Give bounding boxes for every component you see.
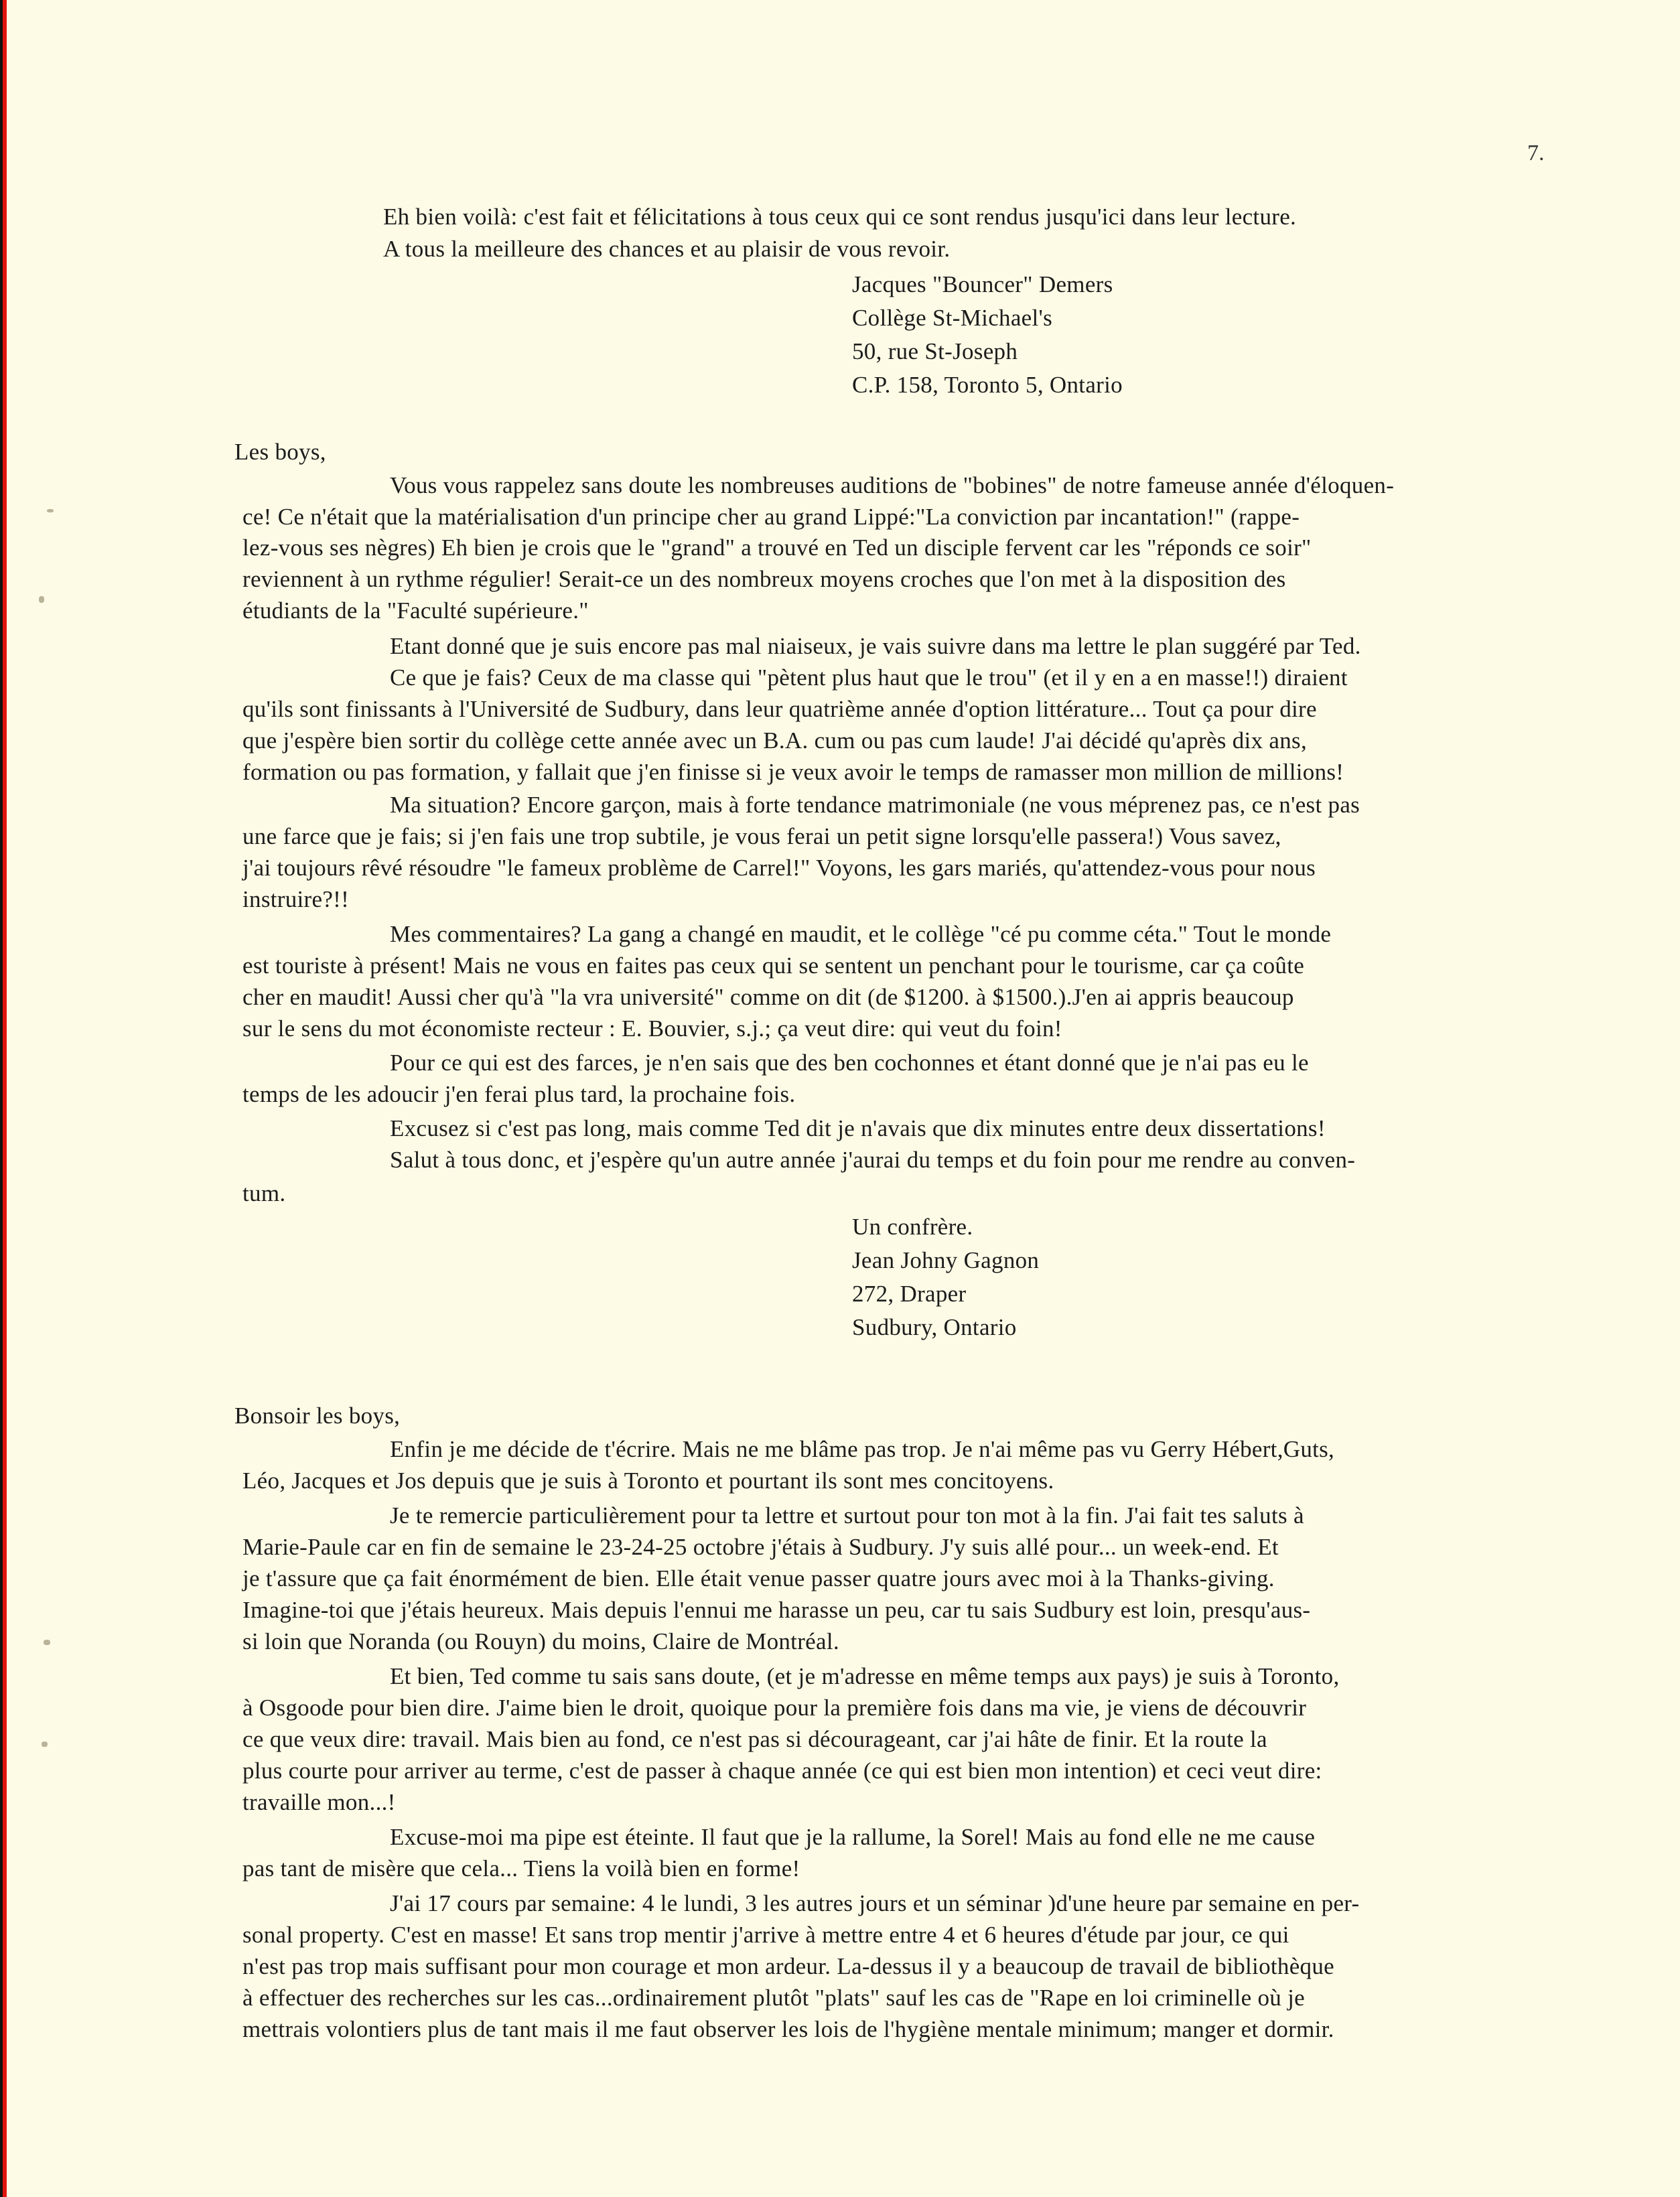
letter2-line: sur le sens du mot économiste recteur : E. Bouvier, s.j.; ça veut dire: qui veut du foin! bbox=[242, 1015, 1062, 1042]
letter2-line: que j'espère bien sortir du collège cette année avec un B.A. cum ou pas cum laude! J'ai décidé qu'après dix ans, bbox=[242, 727, 1308, 754]
letter2-line: j'ai toujours rêvé résoudre "le fameux problème de Carrel!" Voyons, les gars mariés, qu'attendez-vous pour nous bbox=[242, 855, 1316, 881]
letter3-line: n'est pas trop mais suffisant pour mon courage et mon ardeur. La-dessus il y a beaucoup de travail de bibliothèque bbox=[242, 1953, 1334, 1979]
letter2-line: est touriste à présent! Mais ne vous en faites pas ceux qui se sentent un penchant pour le tourisme, car ça coûte bbox=[242, 952, 1305, 979]
letter3-greeting: Bonsoir les boys, bbox=[234, 1403, 401, 1429]
letter2-line: temps de les adoucir j'en ferai plus tard, la prochaine fois. bbox=[242, 1081, 796, 1107]
letter3-line: si loin que Noranda (ou Rouyn) du moins, Claire de Montréal. bbox=[242, 1628, 839, 1654]
letter3-line: pas tant de misère que cela... Tiens la voilà bien en forme! bbox=[242, 1855, 800, 1882]
letter3-line: je t'assure que ça fait énormément de bien. Elle était venue passer quatre jours avec moi à la Thanks-giving. bbox=[242, 1565, 1275, 1591]
letter2-line: étudiants de la "Faculté supérieure." bbox=[242, 597, 589, 624]
scan-speck bbox=[47, 509, 54, 512]
letter2-line: une farce que je fais; si j'en fais une trop subtile, je vous ferai un petit signe lorsqu'elle passera!) Vous savez, bbox=[242, 823, 1281, 849]
letter3-line: travaille mon...! bbox=[242, 1789, 396, 1815]
letter3-line: Léo, Jacques et Jos depuis que je suis à Toronto et pourtant ils sont mes concitoyens. bbox=[242, 1468, 1054, 1494]
letter3-line: plus courte pour arriver au terme, c'est de passer à chaque année (ce qui est bien mon intention) et ceci veut dire: bbox=[242, 1758, 1322, 1784]
letter3-line: Et bien, Ted comme tu sais sans doute, (et je m'adresse en même temps aux pays) je suis à Toronto, bbox=[390, 1663, 1340, 1689]
letter2-line: ce! Ce n'était que la matérialisation d'un principe cher au grand Lippé:"La conviction par incantation!" (rappe- bbox=[242, 504, 1300, 530]
letter2-line: Salut à tous donc, et j'espère qu'un autre année j'aurai du temps et du foin pour me rendre au conven- bbox=[390, 1147, 1356, 1173]
letter2-line: Etant donné que je suis encore pas mal niaiseux, je vais suivre dans ma lettre le plan suggéré par Ted. bbox=[390, 633, 1361, 659]
letter3-line: à Osgoode pour bien dire. J'aime bien le droit, quoique pour la première fois dans ma vie, je viens de découvrir bbox=[242, 1695, 1307, 1721]
letter2-signature-line: Un confrère. bbox=[852, 1214, 973, 1240]
letter3-line: Imagine-toi que j'étais heureux. Mais depuis l'ennui me harasse un peu, car tu sais Sudbury est loin, presqu'aus- bbox=[242, 1597, 1311, 1623]
letter1-line: Eh bien voilà: c'est fait et félicitations à tous ceux qui ce sont rendus jusqu'ici dans leur lecture. bbox=[383, 204, 1297, 230]
letter2-line: formation ou pas formation, y fallait que j'en finisse si je veux avoir le temps de ramasser mon million de millions! bbox=[242, 759, 1344, 785]
letter1-signature-line: 50, rue St-Joseph bbox=[852, 338, 1018, 364]
letter1-signature-line: Collège St-Michael's bbox=[852, 305, 1053, 331]
letter2-line: Ma situation? Encore garçon, mais à forte tendance matrimoniale (ne vous méprenez pas, ce n'est pas bbox=[390, 792, 1360, 818]
scan-speck bbox=[39, 596, 44, 603]
letter2-line: reviennent à un rythme régulier! Serait-ce un des nombreux moyens croches que l'on met à la disposition des bbox=[242, 566, 1286, 592]
letter3-line: sonal property. C'est en masse! Et sans trop mentir j'arrive à mettre entre 4 et 6 heures d'étude par jour, ce qui bbox=[242, 1922, 1289, 1948]
letter2-line: tum. bbox=[242, 1180, 286, 1206]
letter3-line: Marie-Paule car en fin de semaine le 23-24-25 octobre j'étais à Sudbury. J'y suis allé pour... un week-end. Et bbox=[242, 1534, 1279, 1560]
letter1-line: A tous la meilleure des chances et au plaisir de vous revoir. bbox=[383, 236, 951, 262]
letter3-line: ce que veux dire: travail. Mais bien au fond, ce n'est pas si décourageant, car j'ai hâte de finir. Et la route la bbox=[242, 1726, 1267, 1752]
letter2-line: instruire?!! bbox=[242, 886, 350, 912]
letter3-line: Excuse-moi ma pipe est éteinte. Il faut que je la rallume, la Sorel! Mais au fond elle ne me cause bbox=[390, 1824, 1316, 1850]
letter2-signature-line: Sudbury, Ontario bbox=[852, 1314, 1017, 1340]
scan-speck bbox=[42, 1742, 48, 1747]
letter2-line: Pour ce qui est des farces, je n'en sais que des ben cochonnes et étant donné que je n'ai pas eu le bbox=[390, 1050, 1309, 1076]
letter2-line: Vous vous rappelez sans doute les nombreuses auditions de "bobines" de notre fameuse année d'éloquen- bbox=[390, 472, 1395, 498]
letter2-line: Excusez si c'est pas long, mais comme Ted dit je n'avais que dix minutes entre deux dissertations! bbox=[390, 1115, 1326, 1141]
letter3-line: à effectuer des recherches sur les cas...ordinairement plutôt "plats" sauf les cas de "Rape en loi criminelle où je bbox=[242, 1985, 1305, 2011]
page-number: 7. bbox=[1527, 141, 1545, 165]
letter2-line: Mes commentaires? La gang a changé en maudit, et le collège "cé pu comme céta." Tout le monde bbox=[390, 921, 1332, 947]
letter2-line: cher en maudit! Aussi cher qu'à "la vra université" comme on dit (de $1200. à $1500.).J'en ai appris beaucoup bbox=[242, 984, 1294, 1010]
letter2-greeting: Les boys, bbox=[234, 439, 326, 465]
letter2-signature-name: Jean Johny Gagnon bbox=[852, 1247, 1040, 1273]
scan-speck bbox=[44, 1640, 50, 1645]
letter3-line: Enfin je me décide de t'écrire. Mais ne me blâme pas trop. Je n'ai même pas vu Gerry Hébert,Guts, bbox=[390, 1436, 1335, 1462]
letter2-signature-line: 272, Draper bbox=[852, 1281, 967, 1307]
letter3-line: J'ai 17 cours par semaine: 4 le lundi, 3 les autres jours et un séminar )d'une heure par semaine en per- bbox=[390, 1890, 1360, 1916]
letter3-line: mettrais volontiers plus de tant mais il me faut observer les lois de l'hygiène mentale minimum; manger et dormir. bbox=[242, 2016, 1334, 2042]
letter2-line: lez-vous ses nègres) Eh bien je crois que le "grand" a trouvé en Ted un disciple fervent car les "réponds ce soir" bbox=[242, 535, 1312, 561]
letter1-signature-line: C.P. 158, Toronto 5, Ontario bbox=[852, 372, 1123, 398]
letter2-line: qu'ils sont finissants à l'Université de Sudbury, dans leur quatrième année d'option littérature... Tout ça pour dire bbox=[242, 696, 1317, 722]
letter1-signature-name: Jacques "Bouncer" Demers bbox=[852, 271, 1113, 297]
document-page bbox=[7, 0, 1680, 2197]
letter3-line: Je te remercie particulièrement pour ta lettre et surtout pour ton mot à la fin. J'ai fait tes saluts à bbox=[390, 1502, 1304, 1529]
letter2-line: Ce que je fais? Ceux de ma classe qui "pètent plus haut que le trou" (et il y en a en masse!!) diraient bbox=[390, 664, 1348, 691]
